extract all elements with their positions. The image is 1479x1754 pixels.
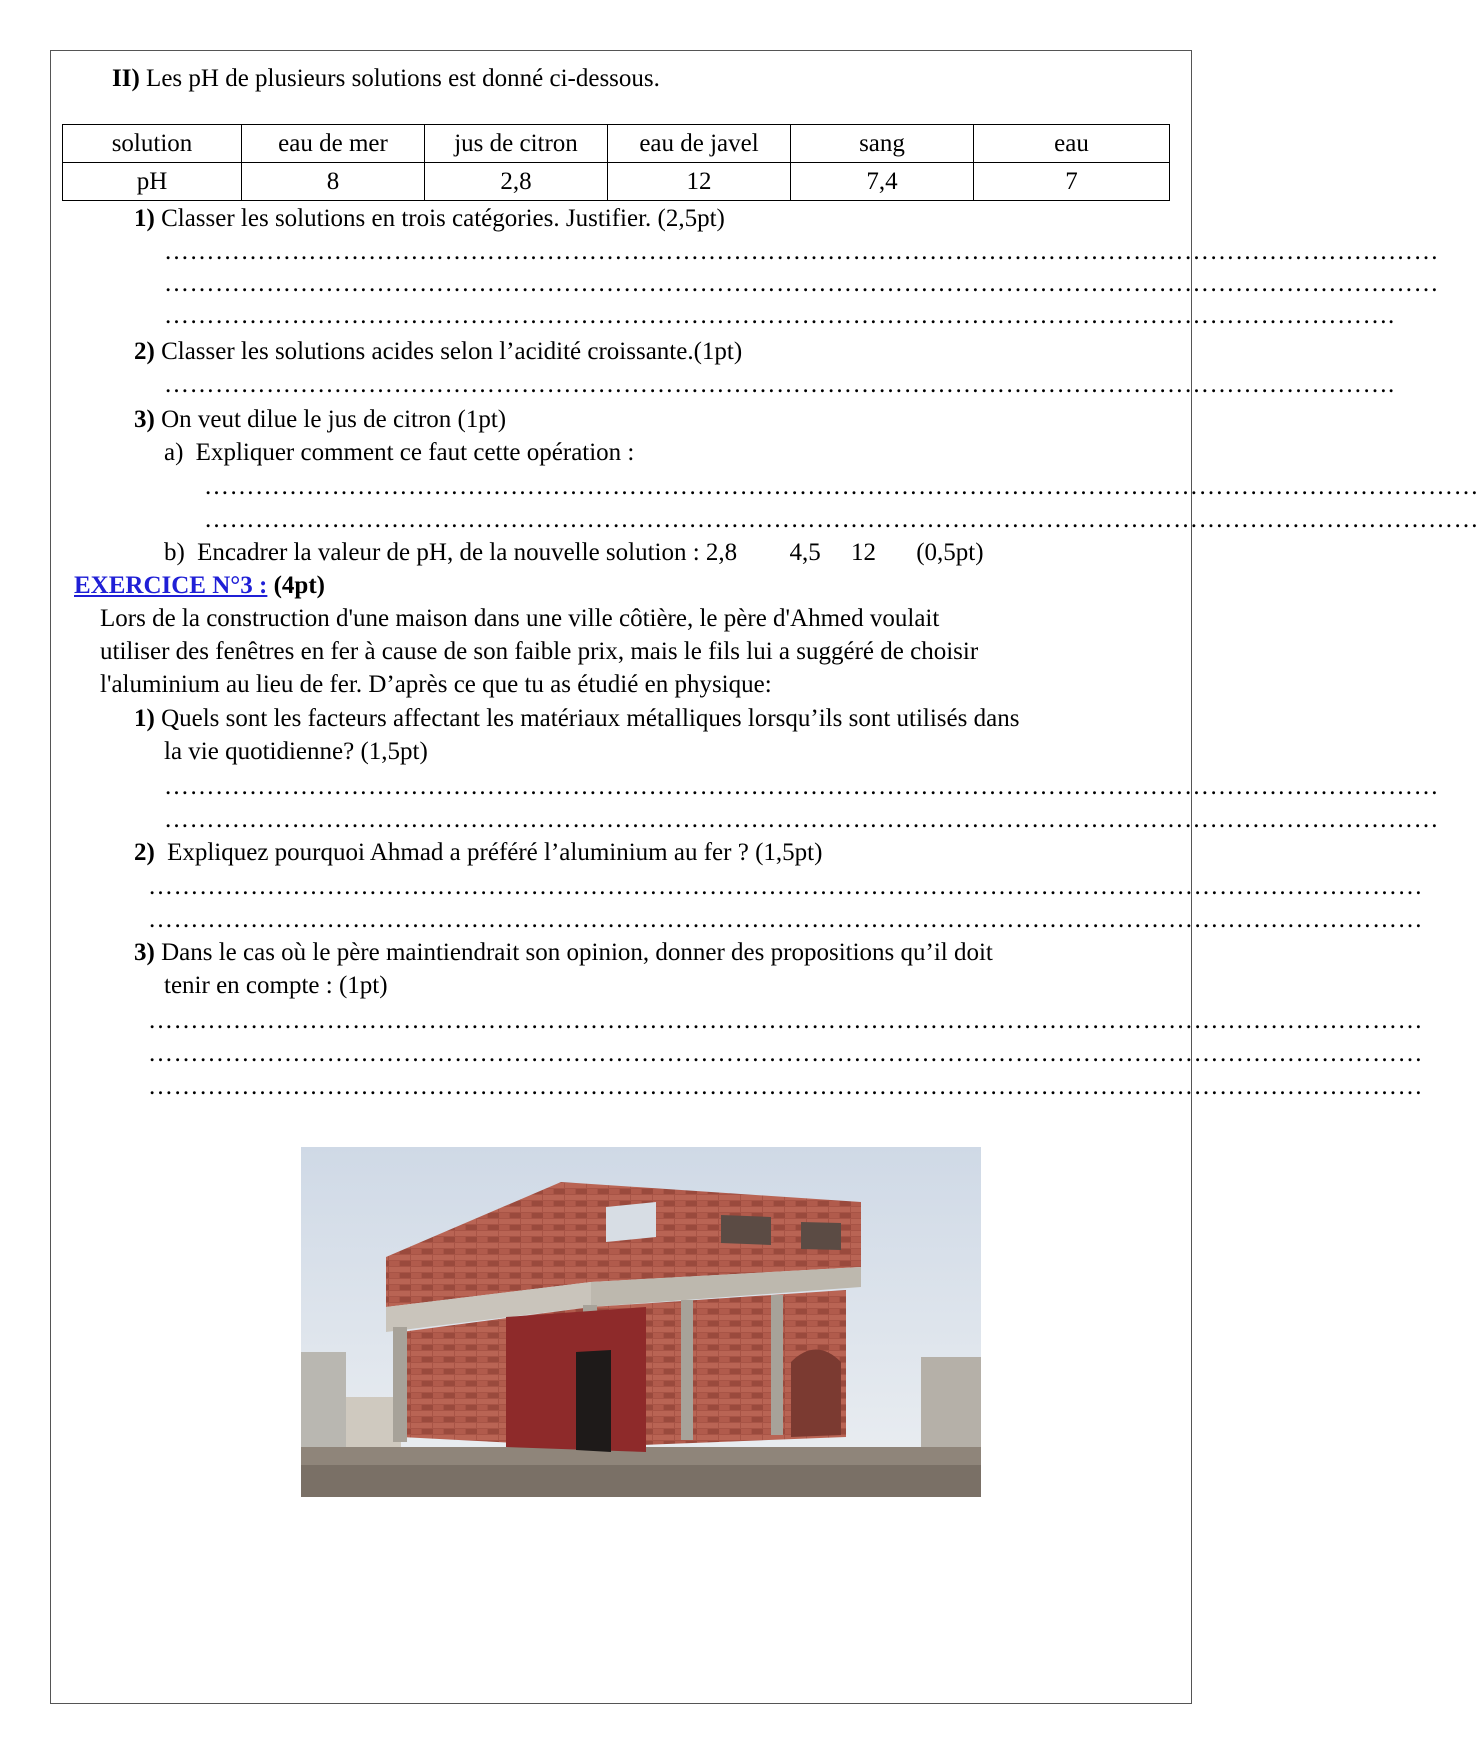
answer-line[interactable]: …………………………………………………………………………………………………………………………………… — [148, 1073, 1423, 1100]
table-cell: jus de citron — [425, 125, 608, 163]
answer-line[interactable]: …………………………………………………………………………………………………………………………………… — [164, 806, 1439, 833]
ph-table — [62, 124, 1170, 201]
window-opening — [606, 1202, 656, 1242]
answer-line[interactable]: ………………………………………………………………………………………………………………………………. — [164, 302, 1395, 329]
answer-line[interactable]: …………………………………………………………………………………………………………………………………… — [204, 506, 1479, 533]
question-1 — [134, 204, 725, 234]
table-cell: pH — [63, 163, 242, 201]
table-cell: sang — [791, 125, 974, 163]
exercise-intro-line: utiliser des fenêtres en fer à cause de son faible prix, mais le fils lui a suggéré de choisir — [100, 638, 979, 665]
exercise-intro-line: Lors de la construction d'une maison dans une ville côtière, le père d'Ahmed voulait — [100, 605, 940, 632]
answer-line[interactable]: …………………………………………………………………………………………………………………………………… — [164, 270, 1439, 297]
exercise-title-link[interactable]: EXERCICE N°3 : — [74, 572, 268, 599]
table-cell: 8 — [242, 163, 425, 201]
answer-line[interactable]: …………………………………………………………………………………………………………………………………… — [164, 773, 1439, 800]
question-number: 3) — [134, 939, 155, 966]
question-text-continued: la vie quotidienne? (1,5pt) — [164, 738, 428, 765]
exercise-question-2 — [134, 838, 822, 868]
sub-question-label: b) — [164, 539, 185, 566]
sub-question-text: Expliquer comment ce faut cette opération : — [195, 439, 635, 466]
exercise-question-3 — [134, 938, 993, 968]
table-cell: eau de javel — [608, 125, 791, 163]
background-building — [301, 1352, 346, 1462]
door-opening — [576, 1350, 611, 1452]
exercise-intro-line: l'aluminium au lieu de fer. D’après ce que tu as étudié en physique: — [100, 671, 772, 698]
house-construction-photo — [301, 1147, 981, 1497]
points-label: (0,5pt) — [916, 539, 984, 566]
table-cell: 7 — [974, 163, 1170, 201]
question-text: Dans le cas où le père maintiendrait son opinion, donner des propositions qu’il doit — [161, 939, 993, 966]
answer-line[interactable]: …………………………………………………………………………………………………………………………………… — [148, 1007, 1423, 1034]
pillar — [681, 1300, 693, 1440]
answer-line[interactable]: …………………………………………………………………………………………………………………………………… — [204, 473, 1479, 500]
house-illustration — [301, 1147, 981, 1497]
question-number: 2) — [134, 338, 155, 365]
question-number: 2) — [134, 839, 155, 866]
table-cell: 2,8 — [425, 163, 608, 201]
question-2 — [134, 337, 742, 367]
pillar — [771, 1295, 783, 1435]
question-text: On veut dilue le jus de citron (1pt) — [161, 406, 507, 433]
answer-line[interactable]: ………………………………………………………………………………………………………………………………. — [164, 371, 1395, 398]
question-3b — [164, 538, 984, 568]
question-number: 3) — [134, 406, 155, 433]
question-number: 1) — [134, 205, 155, 232]
table-cell: 7,4 — [791, 163, 974, 201]
question-number: 1) — [134, 705, 155, 732]
table-header-row — [63, 125, 1170, 163]
exercise-3-heading — [74, 571, 325, 601]
ground — [301, 1465, 981, 1497]
table-cell: eau — [974, 125, 1170, 163]
question-text: Classer les solutions en trois catégories. Justifier. (2,5pt) — [161, 205, 725, 232]
table-cell: eau de mer — [242, 125, 425, 163]
window-opening — [801, 1222, 841, 1250]
window-opening — [721, 1215, 771, 1245]
table-cell: solution — [63, 125, 242, 163]
arched-opening — [791, 1350, 841, 1438]
section-heading — [112, 64, 660, 94]
background-building — [921, 1357, 981, 1457]
question-text: Classer les solutions acides selon l’acidité croissante.(1pt) — [161, 338, 743, 365]
question-text: Expliquez pourquoi Ahmad a préféré l’aluminium au fer ? (1,5pt) — [167, 839, 823, 866]
answer-line[interactable]: …………………………………………………………………………………………………………………………………… — [148, 1040, 1423, 1067]
sub-question-text: Encadrer la valeur de pH, de la nouvelle solution : 2,8 — [197, 539, 738, 566]
exercise-points: (4pt) — [273, 572, 325, 599]
answer-line[interactable]: …………………………………………………………………………………………………………………………………… — [164, 238, 1439, 265]
section-intro: Les pH de plusieurs solutions est donné ci-dessous. — [146, 65, 660, 92]
ph-choice: 4,5 — [789, 539, 821, 566]
question-text: Quels sont les facteurs affectant les matériaux métalliques lorsqu’ils sont utilisés dans — [161, 705, 1020, 732]
answer-line[interactable]: …………………………………………………………………………………………………………………………………… — [148, 906, 1423, 933]
table-cell: 12 — [608, 163, 791, 201]
table-row — [63, 163, 1170, 201]
question-3 — [134, 405, 506, 435]
answer-line[interactable]: …………………………………………………………………………………………………………………………………… — [148, 873, 1423, 900]
exercise-question-1 — [134, 704, 1019, 734]
section-number: II) — [112, 65, 140, 92]
sub-question-label: a) — [164, 439, 184, 466]
ph-choice: 12 — [850, 539, 876, 566]
question-text-continued: tenir en compte : (1pt) — [164, 972, 388, 999]
pillar — [393, 1327, 407, 1442]
question-3a — [164, 438, 634, 468]
